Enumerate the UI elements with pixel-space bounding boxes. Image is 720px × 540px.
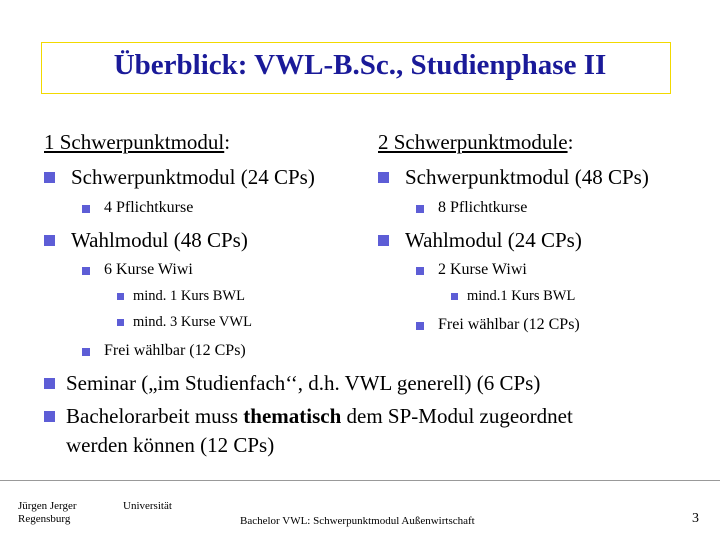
footer-author-line2: Regensburg [18, 513, 71, 525]
list-item [117, 288, 245, 305]
footer-course: Bachelor VWL: Schwerpunktmodul Außenwirtschaft [240, 515, 475, 527]
bachelor-text-cont: dem SP-Modul zugeordnet [341, 404, 573, 428]
list-item-text: 8 Pflichtkurse [438, 199, 528, 216]
square-bullet-icon [44, 411, 55, 422]
list-item-text: Frei wählbar (12 CPs) [104, 342, 246, 359]
square-bullet-icon [44, 172, 55, 183]
page-number: 3 [692, 511, 699, 526]
bachelor-line2: werden können (12 CPs) [66, 433, 275, 457]
square-bullet-icon [416, 322, 424, 330]
list-item [44, 228, 248, 253]
seminar-text: Seminar („im Studienfach‘‘, d.h. VWL generell) (6 CPs) [66, 371, 541, 395]
list-item [416, 199, 527, 217]
square-bullet-icon [44, 378, 55, 389]
list-item [44, 371, 540, 396]
list-item-text: Frei wählbar (12 CPs) [438, 316, 580, 333]
list-item [416, 316, 580, 334]
square-bullet-icon [82, 205, 90, 213]
list-item [82, 261, 193, 279]
right-heading-text: 2 Schwerpunktmodule [378, 130, 568, 154]
square-bullet-icon [117, 293, 124, 300]
list-item-text: Wahlmodul (24 CPs) [405, 228, 582, 252]
list-item-text: mind. 1 Kurs BWL [133, 288, 245, 304]
list-item-text: Schwerpunktmodul (24 CPs) [71, 165, 315, 189]
list-item-text: mind.1 Kurs BWL [467, 288, 576, 304]
square-bullet-icon [44, 235, 55, 246]
page-title: Überblick: VWL-B.Sc., Studienphase II [113, 49, 607, 81]
list-item-text: 2 Kurse Wiwi [438, 261, 527, 278]
square-bullet-icon [416, 205, 424, 213]
left-heading-text: 1 Schwerpunktmodul [44, 130, 225, 154]
square-bullet-icon [117, 319, 124, 326]
footer-university: Universität [123, 500, 172, 512]
list-item-text: 6 Kurse Wiwi [104, 261, 193, 278]
right-heading [378, 130, 573, 155]
list-item [44, 165, 315, 190]
list-item-text: mind. 3 Kurse VWL [133, 314, 252, 330]
list-item [416, 261, 527, 279]
bachelor-emphasis: thematisch [243, 404, 342, 428]
list-item-text: Schwerpunktmodul (48 CPs) [405, 165, 649, 189]
square-bullet-icon [82, 267, 90, 275]
square-bullet-icon [378, 235, 389, 246]
square-bullet-icon [378, 172, 389, 183]
list-item [44, 404, 573, 429]
list-item [378, 165, 649, 190]
left-heading [44, 130, 230, 155]
left-heading-colon: : [224, 130, 231, 154]
list-item-text: Wahlmodul (48 CPs) [71, 228, 248, 252]
list-item [451, 288, 575, 305]
footer-divider [0, 480, 720, 481]
square-bullet-icon [416, 267, 424, 275]
square-bullet-icon [82, 348, 90, 356]
footer-author-line1: Jürgen Jerger [18, 500, 77, 512]
right-heading-colon: : [567, 130, 574, 154]
list-item [82, 342, 246, 360]
list-item [378, 228, 582, 253]
list-item [82, 199, 193, 217]
square-bullet-icon [451, 293, 458, 300]
bachelor-text: Bachelorarbeit muss [66, 404, 244, 428]
list-item [117, 314, 252, 331]
list-item-text: 4 Pflichtkurse [104, 199, 194, 216]
